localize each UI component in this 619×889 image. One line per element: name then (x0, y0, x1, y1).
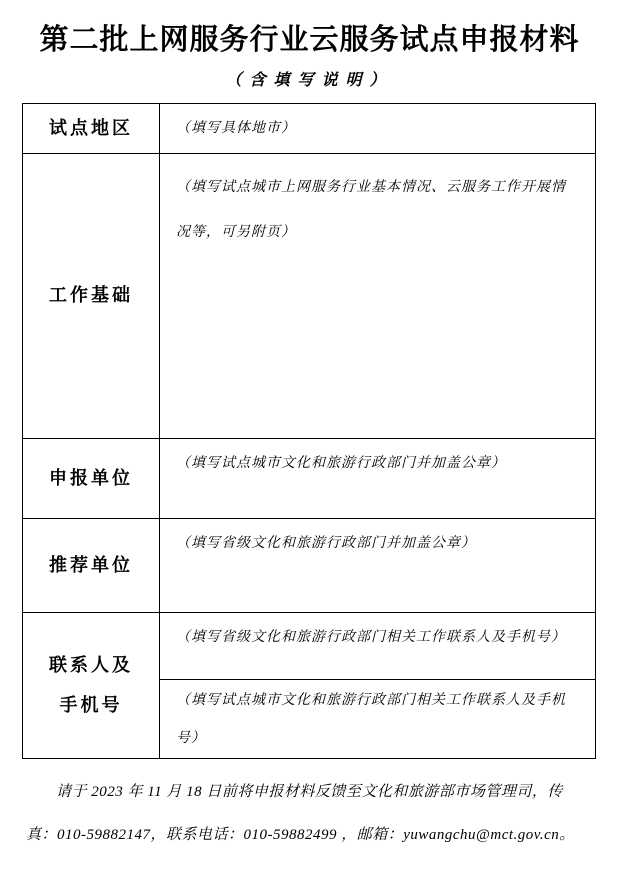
table-row-pilot-region (23, 104, 596, 154)
table-row-applicant-unit (23, 439, 596, 519)
page-subtitle: （含填写说明） (225, 72, 394, 90)
row-label-applicant-unit: 申报单位 (23, 439, 160, 519)
application-form-table (22, 103, 596, 759)
row-label-pilot-region: 试点地区 (23, 104, 160, 154)
contact-label-line1: 联系人及 (49, 654, 133, 675)
page-title: 第二批上网服务行业云服务试点申报材料 (39, 24, 580, 56)
footer-note (26, 771, 593, 857)
footer-note-line2: 真：010-59882147，联系电话：010-59882499 ，邮箱：yuwangchu@mct.gov.cn。 (26, 826, 575, 843)
row-label-work-basis: 工作基础 (23, 154, 160, 439)
row-label-contact-and-phone (23, 613, 160, 759)
footer-note-line1: 请于 2023 年 11 月 18 日前将申报材料反馈至文化和旅游部市场管理司，传 (56, 783, 563, 800)
row-label-recommending-unit: 推荐单位 (23, 519, 160, 613)
cell-pilot-region-content: （填写具体地市） (160, 104, 596, 154)
cell-contact-city-content: （填写试点城市文化和旅游行政部门相关工作联系人及手机号） (160, 680, 596, 759)
cell-contact-province-content: （填写省级文化和旅游行政部门相关工作联系人及手机号） (160, 613, 596, 680)
contact-label-line2: 手机号 (59, 694, 123, 715)
cell-applicant-unit-content: （填写试点城市文化和旅游行政部门并加盖公章） (160, 439, 596, 519)
table-row-contact-province (23, 613, 596, 680)
cell-work-basis-content: （填写试点城市上网服务行业基本情况、云服务工作开展情况等，可另附页） (160, 154, 596, 439)
table-row-recommending-unit (23, 519, 596, 613)
cell-recommending-unit-content: （填写省级文化和旅游行政部门并加盖公章） (160, 519, 596, 613)
table-row-work-basis (23, 154, 596, 439)
